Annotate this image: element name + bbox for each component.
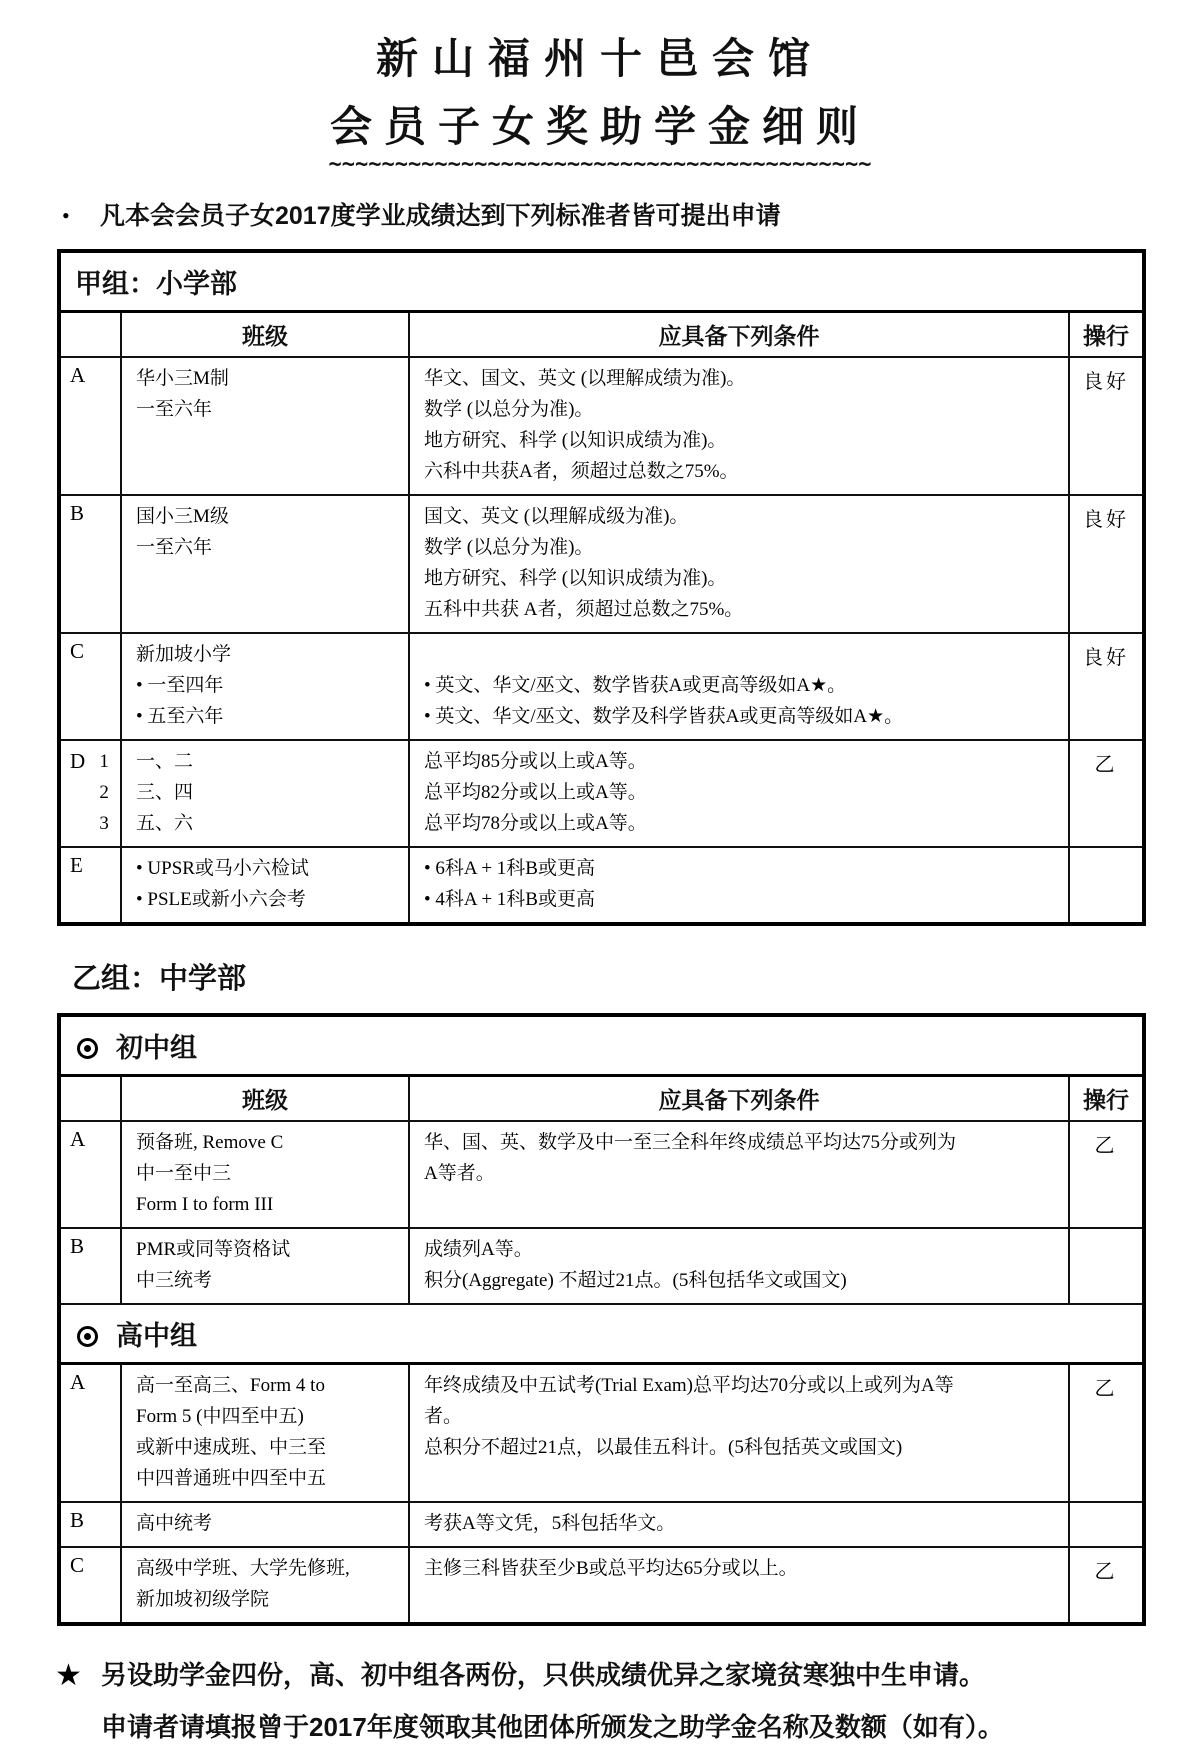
cell-line: 预备班, Remove C [136, 1132, 284, 1153]
conditions-cell [409, 1364, 1069, 1503]
group-b-title: 乙组：中学部 [72, 963, 247, 995]
cell-line: 总平均85分或以上或A等。 [424, 751, 647, 772]
table-header-row [59, 1076, 1144, 1122]
cell-line: 总平均78分或以上或A等。 [424, 813, 647, 834]
cell-line: 数学 (以总分为准)。 [424, 537, 594, 558]
conduct-cell: 良好 [1069, 633, 1144, 740]
class-cell [121, 1364, 409, 1503]
primary-school-table [57, 249, 1146, 926]
class-cell [121, 1547, 409, 1624]
footnote-text [101, 1656, 1004, 1746]
cell-line: 高中统考 [136, 1513, 213, 1534]
table-header-row [59, 312, 1144, 358]
cell-line: • PSLE或新小六会考 [136, 889, 306, 910]
row-label: A [59, 357, 121, 495]
intro-line [62, 199, 1200, 233]
row-label: D [70, 749, 86, 773]
conditions-cell [409, 357, 1069, 495]
table-row [59, 251, 1144, 312]
conduct-cell [1069, 1228, 1144, 1304]
cell-line: 总平均82分或以上或A等。 [424, 782, 647, 803]
conduct-cell: 乙 [1069, 1121, 1144, 1228]
row-label: A [59, 1121, 121, 1228]
footnote [55, 1656, 1200, 1746]
cell-line: 考获A等文凭，5科包括华文。 [424, 1513, 676, 1534]
cell-line: • 6科A + 1科B或更高 [424, 858, 595, 879]
header-conduct: 操行 [1069, 1076, 1144, 1122]
header-conduct: 操行 [1069, 312, 1144, 358]
cell-line: 高级中学班、大学先修班, [136, 1558, 350, 1579]
conduct-cell: 乙 [1069, 1364, 1144, 1503]
cell-line: 新加坡初级学院 [136, 1589, 270, 1610]
table-row [59, 847, 1144, 924]
title-divider: ~~~~~~~~~~~~~~~~~~~~~~~~~~~~~~~~~~~~~~~~~ [328, 152, 872, 177]
row-label: C [59, 633, 121, 740]
cell-line: 积分(Aggregate) 不超过21点。(5科包括华文或国文) [424, 1270, 847, 1291]
cell-line: 一、二 [136, 751, 194, 772]
conditions-cell [409, 1547, 1069, 1624]
secondary-school-table [57, 1013, 1146, 1626]
conditions-cell [409, 847, 1069, 924]
bullseye-icon [77, 1326, 98, 1347]
table-row [59, 495, 1144, 633]
document-header [0, 0, 1200, 177]
cell-line: 者。 [424, 1406, 463, 1427]
cell-line: 五、六 [136, 813, 194, 834]
header-conditions: 应具备下列条件 [409, 1076, 1069, 1122]
table-row [59, 357, 1144, 495]
row-label: A [59, 1364, 121, 1503]
bullseye-icon [77, 1038, 98, 1059]
cell-line: 华文、国文、英文 (以理解成绩为准)。 [424, 368, 746, 389]
cell-line: 地方研究、科学 (以知识成绩为准)。 [424, 568, 727, 589]
cell-line: 五科中共获 A者，须超过总数之75%。 [424, 599, 744, 620]
cell-line: • 4科A + 1科B或更高 [424, 889, 595, 910]
conditions-cell [409, 633, 1069, 740]
conditions-cell [409, 1121, 1069, 1228]
class-cell [121, 1228, 409, 1304]
table-row [59, 1364, 1144, 1503]
cell-line: • UPSR或马小六检试 [136, 858, 309, 879]
cell-line: 中一至中三 [136, 1163, 232, 1184]
cell-line: 一至六年 [136, 399, 213, 420]
row-label: B [59, 1228, 121, 1304]
cell-line: • 一至四年 [136, 675, 224, 696]
class-cell [121, 357, 409, 495]
cell-line: 华小三M制 [136, 368, 229, 389]
cell-line: 三、四 [136, 782, 194, 803]
cell-line: 高一至高三、Form 4 to [136, 1375, 325, 1396]
cell-line: 1 [99, 751, 109, 772]
table-row [59, 1228, 1144, 1304]
cell-line: PMR或同等资格试 [136, 1239, 291, 1260]
cell-line: 国小三M级 [136, 506, 229, 527]
title-line2: 会员子女奖助学金细则 [329, 103, 870, 150]
cell-line: Form 5 (中四至中五) [136, 1406, 304, 1427]
title-line1: 新山福州十邑会馆 [375, 35, 824, 82]
row-label-group [59, 740, 121, 847]
table-row [59, 740, 1144, 847]
group-a-title: 甲组：小学部 [59, 251, 1144, 312]
cell-line [424, 639, 1060, 670]
header-class: 班级 [121, 312, 409, 358]
cell-line: 国文、英文 (以理解成级为准)。 [424, 506, 689, 527]
cell-line: 中四普通班中四至中五 [136, 1468, 327, 1489]
footnote-line1: 另设助学金四份，高、初中组各两份，只供成绩优异之家境贫寒独中生申请。 [101, 1660, 986, 1690]
table-row [59, 1121, 1144, 1228]
header-empty [59, 312, 121, 358]
table-row [59, 1304, 1144, 1364]
class-cell [121, 495, 409, 633]
section-junior-title: 初中组 [116, 1033, 197, 1063]
cell-line: A等者。 [424, 1163, 495, 1184]
table-row [59, 1502, 1144, 1547]
cell-line: 主修三科皆获至少B或总平均达65分或以上。 [424, 1558, 798, 1579]
intro-text: 凡本会会员子女2017度学业成绩达到下列标准者皆可提出申请 [100, 202, 781, 230]
class-cell [121, 847, 409, 924]
bullet-icon: • [62, 203, 70, 228]
header-conditions: 应具备下列条件 [409, 312, 1069, 358]
cell-line: • 英文、华文/巫文、数学及科学皆获A或更高等级如A★。 [424, 706, 904, 727]
section-senior-title: 高中组 [116, 1321, 197, 1351]
row-label: B [59, 495, 121, 633]
cell-line: 一至六年 [136, 537, 213, 558]
conditions-cell [409, 1502, 1069, 1547]
row-label: E [59, 847, 121, 924]
cell-line: 或新中速成班、中三至 [136, 1437, 327, 1458]
cell-line: 年终成绩及中五试考(Trial Exam)总平均达70分或以上或列为A等 [424, 1375, 954, 1396]
class-cell [121, 633, 409, 740]
conditions-cell [409, 1228, 1069, 1304]
conduct-cell: 良好 [1069, 357, 1144, 495]
table-row [59, 633, 1144, 740]
header-class: 班级 [121, 1076, 409, 1122]
conduct-cell: 乙 [1069, 740, 1144, 847]
cell-line: 六科中共获A者，须超过总数之75%。 [424, 461, 739, 482]
class-cell [121, 1502, 409, 1547]
header-empty [59, 1076, 121, 1122]
footnote-line2: 申请者请填报曾于2017年度领取其他团体所颁发之助学金名称及数额（如有）。 [101, 1712, 1004, 1742]
conduct-cell [1069, 847, 1144, 924]
conditions-cell [409, 740, 1069, 847]
cell-line: • 五至六年 [136, 706, 224, 727]
conduct-cell [1069, 1502, 1144, 1547]
table-row [59, 1015, 1144, 1076]
cell-line: 2 [99, 782, 109, 803]
cell-line: 华、国、英、数学及中一至三全科年终成绩总平均达75分或列为 [424, 1132, 957, 1153]
conduct-cell: 良好 [1069, 495, 1144, 633]
row-label: B [59, 1502, 121, 1547]
cell-line: 成绩列A等。 [424, 1239, 533, 1260]
cell-line: 地方研究、科学 (以知识成绩为准)。 [424, 430, 727, 451]
cell-line: Form I to form III [136, 1194, 274, 1215]
table-row [59, 1547, 1144, 1624]
cell-line: 3 [99, 813, 109, 834]
conduct-cell: 乙 [1069, 1547, 1144, 1624]
row-sublabels [97, 746, 111, 839]
star-icon: ★ [55, 1659, 82, 1692]
cell-line: 中三统考 [136, 1270, 213, 1291]
conditions-cell [409, 495, 1069, 633]
cell-line: 数学 (以总分为准)。 [424, 399, 594, 420]
row-label: C [59, 1547, 121, 1624]
cell-line: • 英文、华文/巫文、数学皆获A或更高等级如A★。 [424, 675, 847, 696]
cell-line: 总积分不超过21点，以最佳五科计。(5科包括英文或国文) [424, 1437, 903, 1458]
class-cell [121, 1121, 409, 1228]
class-cell [121, 740, 409, 847]
cell-line: 新加坡小学 [136, 644, 232, 665]
